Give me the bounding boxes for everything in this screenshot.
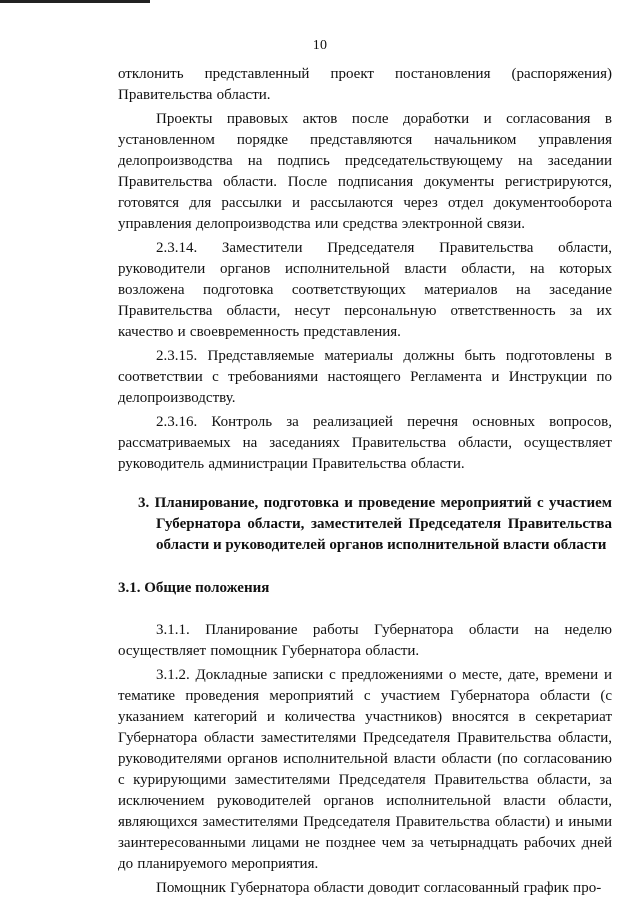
paragraph-2-3-15: 2.3.15. Представляемые материалы должны быть подготовлены в соответствии с требованиями настоящего Регламента и Инструкции по делопроизводству. [118,348,612,406]
paragraphs-after [118,620,612,899]
paragraph-3-1-2: 3.1.2. Докладные записки с предложениями о месте, дате, времени и тематике проведения мероприятий с участием Губернатора области (с указанием категорий и количества участников) вносятся в секретариат Губернатора области заместителями Председателя Правительства области, руководителями органов исполнительной власти области (по согласованию с курирующими заместителями Председателя Правительства области, за исключением руководителей органов исполнительной власти области, являющихся заместителями Председателя Правительства области) и иными заинтересованными лицами не позднее чем за четырнадцать рабочих дней до планируемого мероприятия. [118,667,612,872]
section-heading: 3. Планирование, подготовка и проведение мероприятий с участием Губернатора области, заместителей Председателя Правительства области и руководителей органов исполнительной власти области [138,495,612,553]
paragraph-2-3-14: 2.3.14. Заместители Председателя Правительства области, руководители органов исполнительной власти области, на которых возложена подготовка соответствующих материалов на заседание Правительства области, несут персональную ответственность за их качество и своевременность представления. [118,240,612,340]
paragraph: Проекты правовых актов после доработки и согласования в установленном порядке представляются начальником управления делопроизводства на подпись председательствующему на заседании Правительства области. После подписания документы регистрируются, готовятся для рассылки и рассылаются через отдел документооборота управления делопроизводства или средства электронной связи. [118,111,612,232]
paragraph-3-1-1: 3.1.1. Планирование работы Губернатора области на неделю осуществляет помощник Губернатора области. [118,622,612,659]
paragraph: Помощник Губернатора области доводит согласованный график про- [156,880,602,896]
paragraph-continuation: отклонить представленный проект постановления (распоряжения) Правительства области. [118,66,612,103]
subsection-heading: 3.1. Общие положения [118,580,270,596]
top-edge-rule [0,0,150,3]
document-body [118,64,612,902]
paragraph-2-3-16: 2.3.16. Контроль за реализацией перечня основных вопросов, рассматриваемых на заседаниях Правительства области, осуществляет руководитель администрации Правительства области. [118,414,612,472]
page-number: 10 [312,38,328,53]
paragraphs-before [118,64,612,475]
